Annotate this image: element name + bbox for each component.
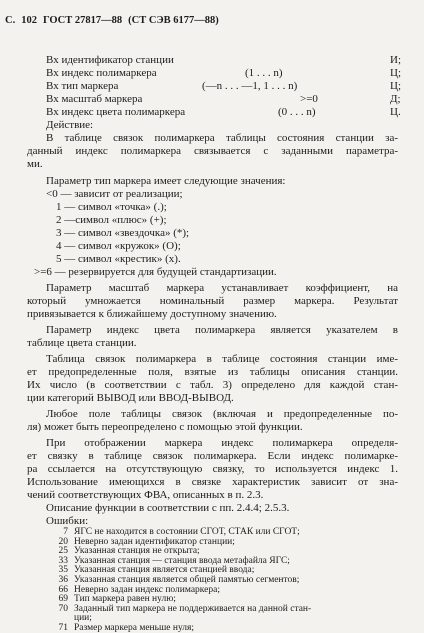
marker-value: 2 —символ «плюс» (+); <box>56 214 167 226</box>
error-code: 25 <box>58 546 68 557</box>
error-code: 20 <box>58 536 68 547</box>
error-code: 35 <box>58 565 68 576</box>
param-type: Д; <box>390 93 401 105</box>
error-text: Тип маркера равен нулю; <box>74 594 176 605</box>
paragraph-line: В таблице связок полимаркера таблицы состояния станции за- <box>46 132 398 144</box>
error-code: 70 <box>58 603 68 614</box>
error-code: 36 <box>58 575 68 585</box>
marker-value: >=6 — резервируется для будущей стандартизации. <box>34 266 277 278</box>
paragraph-line: ции категорий ВЫВОД или ВВОД-ВЫВОД. <box>27 392 234 404</box>
param-name: Вх масштаб маркера <box>46 93 143 105</box>
error-code: 71 <box>58 623 68 633</box>
error-text: Указанная станция — станция ввода метафайла ЯГС; <box>74 555 290 566</box>
param-name: Вх тип маркера <box>46 80 119 92</box>
param-type: Ц; <box>390 67 401 79</box>
paragraph-line: привязывается к ближайшему доступному значению. <box>27 308 277 320</box>
paragraph-line: Параметр тип маркера имеет следующие значения: <box>46 175 286 187</box>
standard-number: ГОСТ 27817—88 <box>42 15 123 26</box>
error-text: ЯГС не находится в состоянии СГОТ, СТАК или СГОТ; <box>74 527 300 537</box>
param-type: Ц. <box>390 106 401 118</box>
paragraph-line: данный индекс полимаркера связывается с заданными параметра- <box>27 145 398 157</box>
error-text: Заданный тип маркера не поддерживается на данной стан- <box>74 603 312 614</box>
paragraph-line: ля) может быть переопределено с помощью этой функции. <box>27 421 303 433</box>
paragraph-line: Описание функции в соответствии с пп. 2.4.4; 2.5.3. <box>46 502 290 514</box>
param-range: >=0 <box>300 93 318 105</box>
paragraph-line: Параметр масштаб маркера устанавливает коэффициент, на <box>46 282 398 294</box>
param-type: И; <box>390 54 401 66</box>
page-number: 102 <box>21 15 37 26</box>
paragraph-line: Использование имеющихся в связке характеристик зависит от зна- <box>27 476 398 488</box>
param-name: Вх индекс полимаркера <box>46 67 157 79</box>
param-name: Вх индекс цвета полимаркера <box>46 106 186 118</box>
error-code: 69 <box>58 594 68 605</box>
param-name: Вх идентификатор станции <box>46 54 174 66</box>
paragraph-line: Любое поле таблицы связок (включая и предопределенные по- <box>46 408 398 420</box>
marker-value: 1 — символ «точка» (.); <box>56 201 167 213</box>
action-label: Действие: <box>46 119 94 131</box>
error-text: Указанная станция является станцией ввода; <box>74 565 255 576</box>
paragraph-line: ми. <box>27 158 43 170</box>
page-header <box>5 15 225 26</box>
paragraph-line: чений соответствующих ФВА, описанных в п. 2.3. <box>27 489 264 501</box>
paragraph-line: ет предопределенные поля, взятые из таблицы описания станции. <box>27 366 398 378</box>
param-range: (1 . . . n) <box>245 67 283 79</box>
cmea-number: (СТ СЭВ 6177—88) <box>128 15 219 26</box>
error-text: Неверно задан идентификатор станции; <box>74 536 235 547</box>
marker-value: 5 — символ «крестик» (x). <box>56 253 181 265</box>
param-range: (0 . . . n) <box>278 106 316 118</box>
paragraph-line: ра ссылается на отсутствующую связку, то используется индекс 1. <box>27 463 398 475</box>
error-text: Указанная станция является общей памятью сегментов; <box>74 575 300 585</box>
error-text: ции; <box>74 613 92 624</box>
paragraph-line: таблице цвета станции. <box>27 337 137 349</box>
page-prefix: С. <box>5 15 16 26</box>
paragraph-line: Таблица связок полимаркера в таблице состояния станции име- <box>46 353 398 365</box>
error-code: 33 <box>58 555 68 566</box>
param-type: Ц; <box>390 80 401 92</box>
error-code: 7 <box>63 527 68 537</box>
marker-value: 3 — символ «звездочка» (*); <box>56 227 190 239</box>
paragraph-line: Их число (в соответствии с табл. 3) определено для каждой стан- <box>27 379 398 391</box>
marker-value: <0 — зависит от реализации; <box>46 188 183 200</box>
paragraph-line: При отображении маркера индекс полимаркера определя- <box>46 437 398 449</box>
param-range: (—n . . . —1, 1 . . . n) <box>202 80 298 92</box>
errors-label: Ошибки: <box>46 515 89 527</box>
paragraph-line: который умножается номинальный размер маркера. Результат <box>27 295 398 307</box>
paragraph-line: ет связку в таблице связок полимаркера. Если индекс полимарке- <box>27 450 398 462</box>
error-text: Указанная станция не открыта; <box>74 546 200 557</box>
paragraph-line: Параметр индекс цвета полимаркера является указателем в <box>46 324 398 336</box>
error-text: Размер маркера меньше нуля; <box>74 623 195 633</box>
error-code: 66 <box>58 584 68 595</box>
error-text: Неверно задан индекс полимаркера; <box>74 584 220 595</box>
marker-value: 4 — символ «кружок» (O); <box>56 240 181 252</box>
